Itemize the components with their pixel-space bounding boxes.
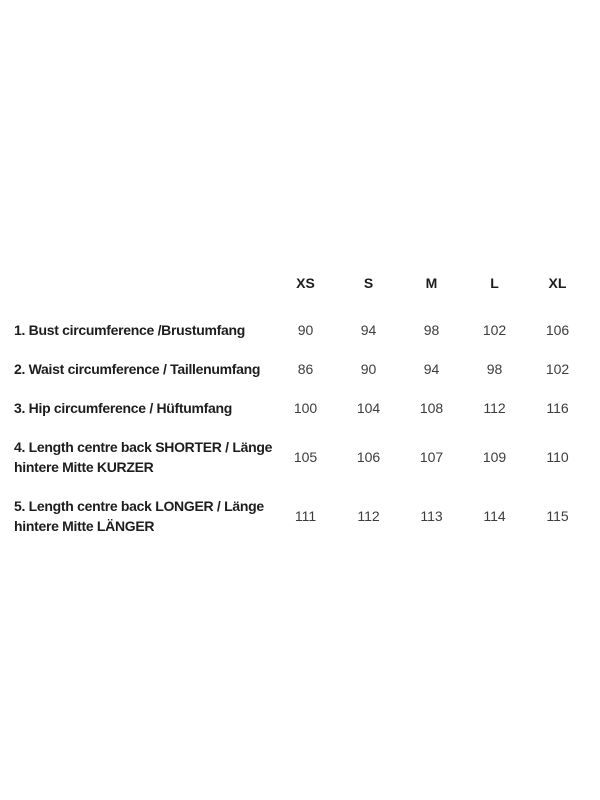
measurement-value: 86 — [297, 361, 314, 377]
measurement-value: 94 — [360, 322, 377, 338]
measurement-value: 104 — [356, 400, 381, 416]
measurement-value: 100 — [293, 400, 318, 416]
measurement-row-length-shorter — [14, 427, 589, 486]
measurement-value: 106 — [545, 322, 570, 338]
measurement-label: 5. Length centre back LONGER / Länge hintere Mitte LÄNGER — [14, 498, 264, 534]
measurement-value: 116 — [546, 400, 569, 416]
measurement-row-hip — [14, 388, 589, 427]
measurement-value: 107 — [419, 449, 444, 465]
measurement-value: 115 — [546, 508, 569, 524]
measurement-value: 102 — [545, 361, 570, 377]
measurement-label: 4. Length centre back SHORTER / Länge hintere Mitte KURZER — [14, 439, 273, 475]
size-column-header-l: L — [490, 275, 499, 291]
size-column-header-xs: XS — [296, 275, 315, 291]
measurement-label: 1. Bust circumference /Brustumfang — [14, 322, 245, 338]
size-column-header-s: S — [363, 275, 374, 291]
size-chart-header-row — [14, 262, 589, 310]
measurement-value: 113 — [420, 508, 443, 524]
measurement-value: 94 — [423, 361, 440, 377]
measurement-value: 90 — [297, 322, 314, 338]
measurement-value: 109 — [482, 449, 507, 465]
measurement-value: 112 — [357, 508, 380, 524]
measurement-label: 3. Hip circumference / Hüftumfang — [14, 400, 233, 416]
measurement-row-length-longer — [14, 486, 589, 545]
measurement-value: 111 — [294, 508, 317, 524]
measurement-value: 110 — [546, 449, 569, 465]
measurement-value: 106 — [356, 449, 381, 465]
measurement-row-bust — [14, 310, 589, 349]
measurement-value: 112 — [483, 400, 506, 416]
measurement-label: 2. Waist circumference / Taillenumfang — [14, 361, 261, 377]
measurement-value: 102 — [482, 322, 507, 338]
size-chart-table — [14, 262, 589, 545]
measurement-value: 114 — [483, 508, 506, 524]
measurement-value: 105 — [293, 449, 318, 465]
empty-header-cell — [14, 262, 274, 310]
measurement-value: 90 — [360, 361, 377, 377]
measurement-value: 98 — [423, 322, 440, 338]
measurement-row-waist — [14, 349, 589, 388]
size-column-header-xl: XL — [548, 275, 567, 291]
size-column-header-m: M — [425, 275, 438, 291]
measurement-value: 98 — [486, 361, 503, 377]
measurement-value: 108 — [419, 400, 444, 416]
